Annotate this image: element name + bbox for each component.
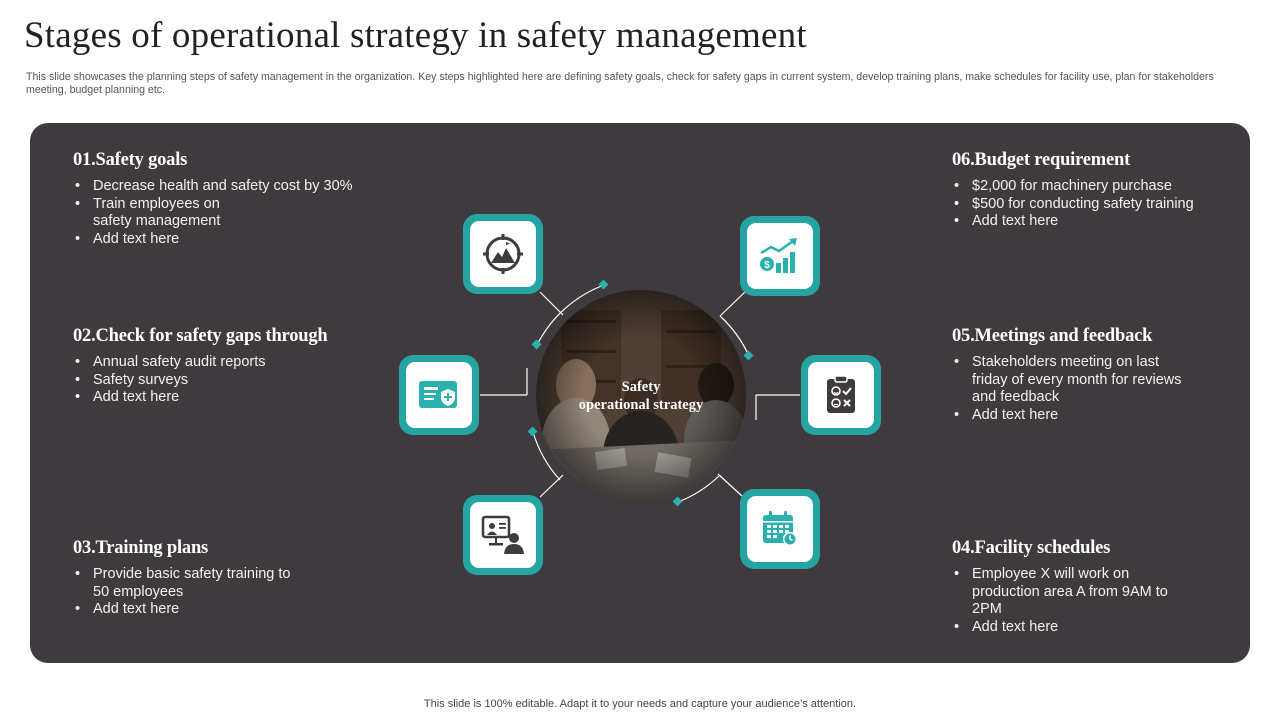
bullet-item: • Provide basic safety training to 50 employees: [73, 566, 308, 601]
online-training-icon: [480, 514, 526, 556]
tile-safety-gaps: [399, 355, 479, 435]
bullet-item: • Train employees on safety management: [73, 196, 243, 231]
center-label-line1: Safety: [621, 379, 661, 395]
stage-heading: 04.Facility schedules: [952, 538, 1111, 558]
slide-footer: This slide is 100% editable. Adapt it to your needs and capture your audience’s attention.: [423, 698, 857, 710]
tile-training-plans: [463, 495, 543, 575]
slide-title: Stages of operational strategy in safety management: [24, 15, 807, 56]
bullet-item: • Safety surveys: [73, 372, 393, 390]
bullet-item: • $500 for conducting safety training: [952, 196, 1232, 214]
money-growth-chart-icon: [757, 235, 803, 277]
tile-safety-goals: [463, 214, 543, 294]
bullet-item: • Add text here: [73, 601, 393, 619]
bullet-item: • Annual safety audit reports: [73, 354, 393, 372]
tile-meetings-feedback: [801, 355, 881, 435]
bullet-item: • Add text here: [73, 231, 393, 249]
feedback-clipboard-icon: [821, 373, 861, 417]
calendar-clock-icon: [759, 508, 801, 550]
stage-heading: 02.Check for safety gaps through: [73, 326, 328, 346]
stage-heading: 05.Meetings and feedback: [952, 326, 1153, 346]
tile-facility-schedules: [740, 489, 820, 569]
slide-subtitle: This slide showcases the planning steps of safety management in the organization. Key steps highlighted here are defining safety goals, check for safety gaps in current system, develop training plans, make schedules for facility use, plan for stakeholders meeting, budget planning etc.: [26, 71, 1214, 96]
center-label-line2: operational strategy: [578, 397, 704, 413]
svg-text:$: $: [764, 260, 770, 271]
center-label: [536, 378, 746, 414]
bullet-item: • $2,000 for machinery purchase: [952, 178, 1232, 196]
tile-budget-requirement: [740, 216, 820, 296]
bullet-item: • Decrease health and safety cost by 30%: [73, 178, 393, 196]
bullet-item: • Employee X will work on production area A from 9AM to 2PM: [952, 566, 1172, 619]
stage-heading: 03.Training plans: [73, 538, 209, 558]
bullet-item: • Add text here: [952, 213, 1232, 231]
stage-heading: 01.Safety goals: [73, 150, 188, 170]
target-mountain-icon: [481, 232, 525, 276]
bullet-item: • Add text here: [73, 389, 393, 407]
bullet-item: • Stakeholders meeting on last friday of every month for reviews and feedback: [952, 354, 1197, 407]
insurance-card-icon: [415, 375, 463, 415]
stage-heading: 06.Budget requirement: [952, 150, 1131, 170]
bullet-item: • Add text here: [952, 619, 1232, 637]
bullet-item: • Add text here: [952, 407, 1232, 425]
